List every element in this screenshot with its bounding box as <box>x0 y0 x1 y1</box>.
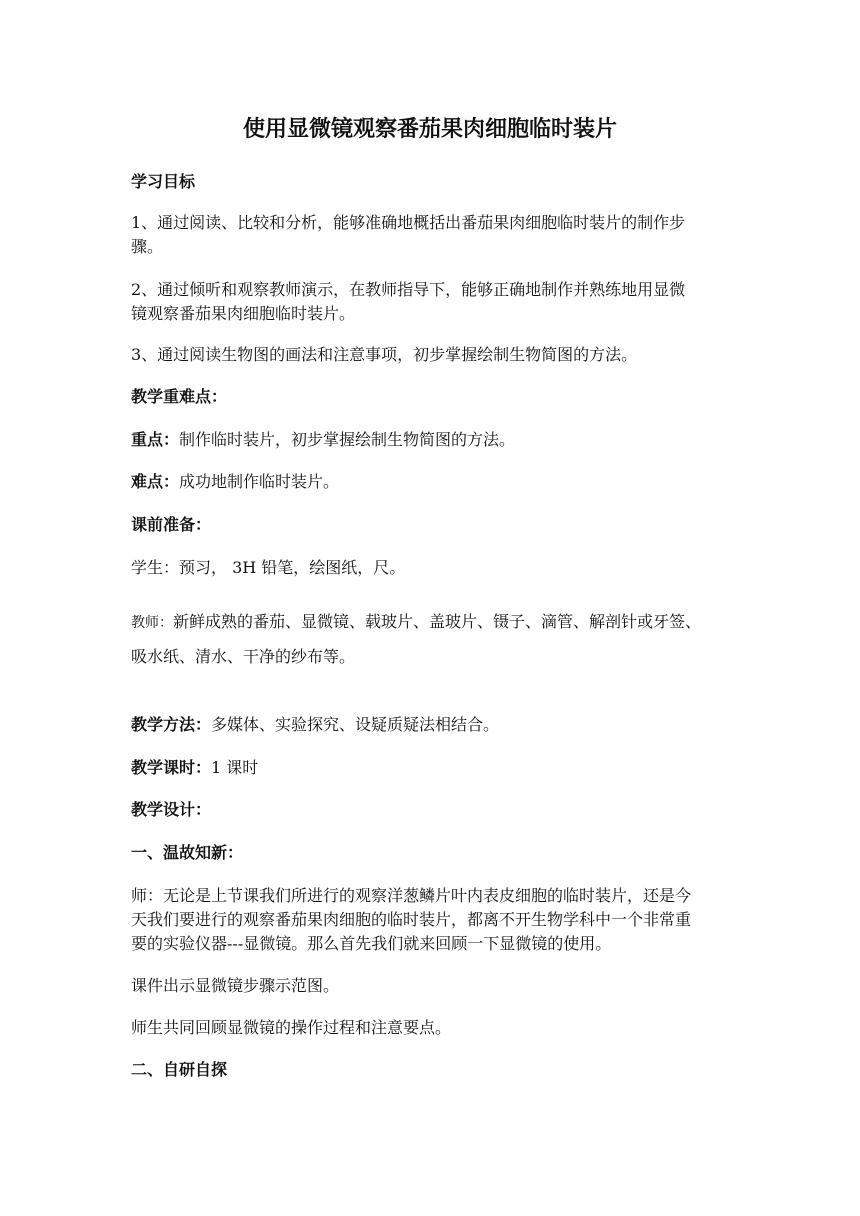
teacher-label: 教师： <box>131 615 173 631</box>
key-points-heading: 教学重难点： <box>131 387 228 406</box>
hours-line <box>131 756 258 780</box>
difficulty-text: 成功地制作临时装片。 <box>179 472 340 491</box>
method-text: 多媒体、实验探究、设疑质疑法相结合。 <box>211 715 500 734</box>
teacher-preparation-line-2: 吸水纸、清水、干净的纱布等。 <box>131 647 356 666</box>
objective-1-line-2: 骤。 <box>131 237 164 256</box>
focus-line <box>131 428 515 452</box>
design-heading: 教学设计： <box>131 800 212 819</box>
objective-3: 3、通过阅读生物图的画法和注意事项，初步掌握绘制生物简图的方法。 <box>131 345 638 364</box>
section-1-p2: 课件出示显微镜步骤示范图。 <box>131 976 340 995</box>
focus-text: 制作临时装片，初步掌握绘制生物简图的方法。 <box>179 430 516 449</box>
section-1-p1-line-3: 要的实验仪器---显微镜。那么首先我们就来回顾一下显微镜的使用。 <box>131 934 612 953</box>
section-2-heading: 二、自研自探 <box>131 1060 228 1079</box>
section-1-p1-line-1: 师：无论是上节课我们所进行的观察洋葱鳞片叶内表皮细胞的临时装片，还是今 <box>131 886 692 905</box>
difficulty-label: 难点： <box>131 472 180 491</box>
hours-label: 教学课时： <box>131 758 212 777</box>
method-label: 教学方法： <box>131 715 212 734</box>
method-line <box>131 713 499 737</box>
difficulty-line <box>131 470 339 494</box>
objective-2-line-1: 2、通过倾听和观察教师演示，在教师指导下，能够正确地制作并熟练地用显微 <box>131 280 686 299</box>
section-1-p3: 师生共同回顾显微镜的操作过程和注意要点。 <box>131 1018 452 1037</box>
section-1-heading: 一、温故知新： <box>131 843 244 862</box>
teacher-preparation-line-1 <box>131 610 701 635</box>
section-1-p1-line-2: 天我们要进行的观察番茄果肉细胞的临时装片，都离不开生物学科中一个非常重 <box>131 910 692 929</box>
objective-1-line-1: 1、通过阅读、比较和分析，能够准确地概括出番茄果肉细胞临时装片的制作步 <box>131 213 686 232</box>
teacher-materials-1: 新鲜成熟的番茄、显微镜、载玻片、盖玻片、镊子、滴管、解剖针或牙签、 <box>173 612 702 631</box>
focus-label: 重点： <box>131 430 180 449</box>
objectives-heading: 学习目标 <box>131 172 196 191</box>
hours-text: 1 课时 <box>211 758 259 777</box>
preparation-heading: 课前准备： <box>131 515 212 534</box>
document-title: 使用显微镜观察番茄果肉细胞临时装片 <box>242 116 617 142</box>
student-preparation: 学生：预习， 3H 铅笔，绘图纸，尺。 <box>131 558 406 577</box>
objective-2-line-2: 镜观察番茄果肉细胞临时装片。 <box>131 304 356 323</box>
